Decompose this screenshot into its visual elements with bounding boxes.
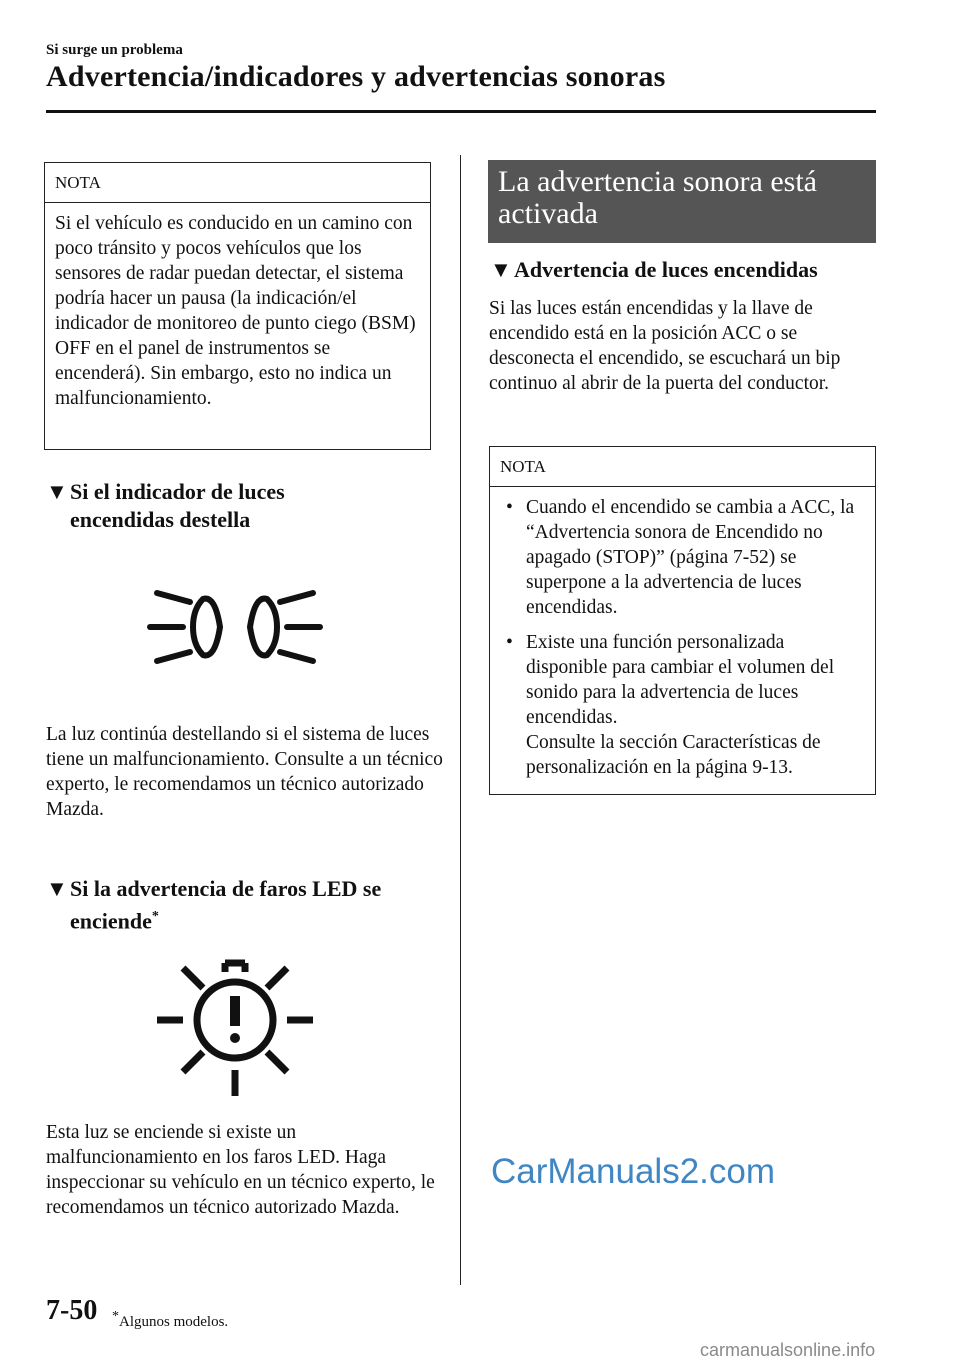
section-label: Si surge un problema — [46, 42, 183, 58]
asterisk-marker: * — [151, 909, 159, 924]
led-headlight-warning-icon — [155, 958, 315, 1098]
section-heading-indicator-flashing: ▼ Si el indicador de luces encendidas destella — [46, 479, 285, 532]
section-banner: La advertencia sonora está activada — [488, 160, 876, 243]
page-number: 7-50 — [46, 1295, 98, 1326]
footnote: *Algunos modelos. — [112, 1309, 229, 1330]
page-title: Advertencia/indicadores y advertencias sonoras — [46, 60, 666, 93]
note-label: NOTA — [45, 163, 430, 203]
note-box-right — [489, 446, 876, 795]
column-divider — [460, 155, 461, 1285]
triangle-down-icon: ▼ — [46, 479, 68, 504]
watermark-carmanuals2[interactable]: CarManuals2.com — [491, 1152, 775, 1191]
title-rule — [46, 110, 876, 113]
triangle-down-icon: ▼ — [46, 876, 68, 901]
lights-on-indicator-icon — [145, 585, 325, 665]
note-bullet-item: • Cuando el encendido se cambia a ACC, la “Advertencia sonora de Encendido no apagado (STOP)” (página 7-52) se superpone a la advertencia de luces encendidas. — [506, 497, 855, 618]
note-label: NOTA — [490, 447, 875, 487]
paragraph-led-warning: Esta luz se enciende si existe un malfuncionamiento en los faros LED. Haga inspeccionar su vehículo en un técnico experto, le recomendamos un técnico autorizado Mazda. — [46, 1122, 435, 1218]
note-bullet-item: • Existe una función personalizada disponible para cambiar el volumen del sonido para la advertencia de luces encendidas. Consulte la sección Características de personalización en la página 9-13. — [506, 632, 835, 778]
note-box-left — [44, 162, 431, 450]
section-heading-led-warning: ▼ Si la advertencia de faros LED se enciende* — [46, 876, 382, 934]
section-heading-lights-on-warning: ▼ Advertencia de luces encendidas — [490, 257, 818, 282]
watermark-carmanualsonline[interactable]: carmanualsonline.info — [700, 1340, 876, 1360]
note-text: Si el vehículo es conducido en un camino con poco tránsito y pocos vehículos que los sensores de radar puedan detectar, el sistema podría hacer un pausa (la indicación/el indicador de monitoreo de punto ciego (BSM) OFF en el panel de instrumentos se encenderá). Sin embargo, esto no indica un malfuncionamiento. — [55, 213, 416, 409]
paragraph-lights-on-warning: Si las luces están encendidas y la llave de encendido está en la posición ACC o se desconecta el encendido, se escuchará un bip continuo al abrir de la puerta del conductor. — [489, 298, 841, 394]
triangle-down-icon: ▼ — [490, 257, 512, 282]
paragraph-indicator-flashing: La luz continúa destellando si el sistema de luces tiene un malfuncionamiento. Consulte a un técnico experto, le recomendamos un técnico autorizado Mazda. — [46, 724, 443, 820]
note-bullet-list — [500, 495, 865, 780]
